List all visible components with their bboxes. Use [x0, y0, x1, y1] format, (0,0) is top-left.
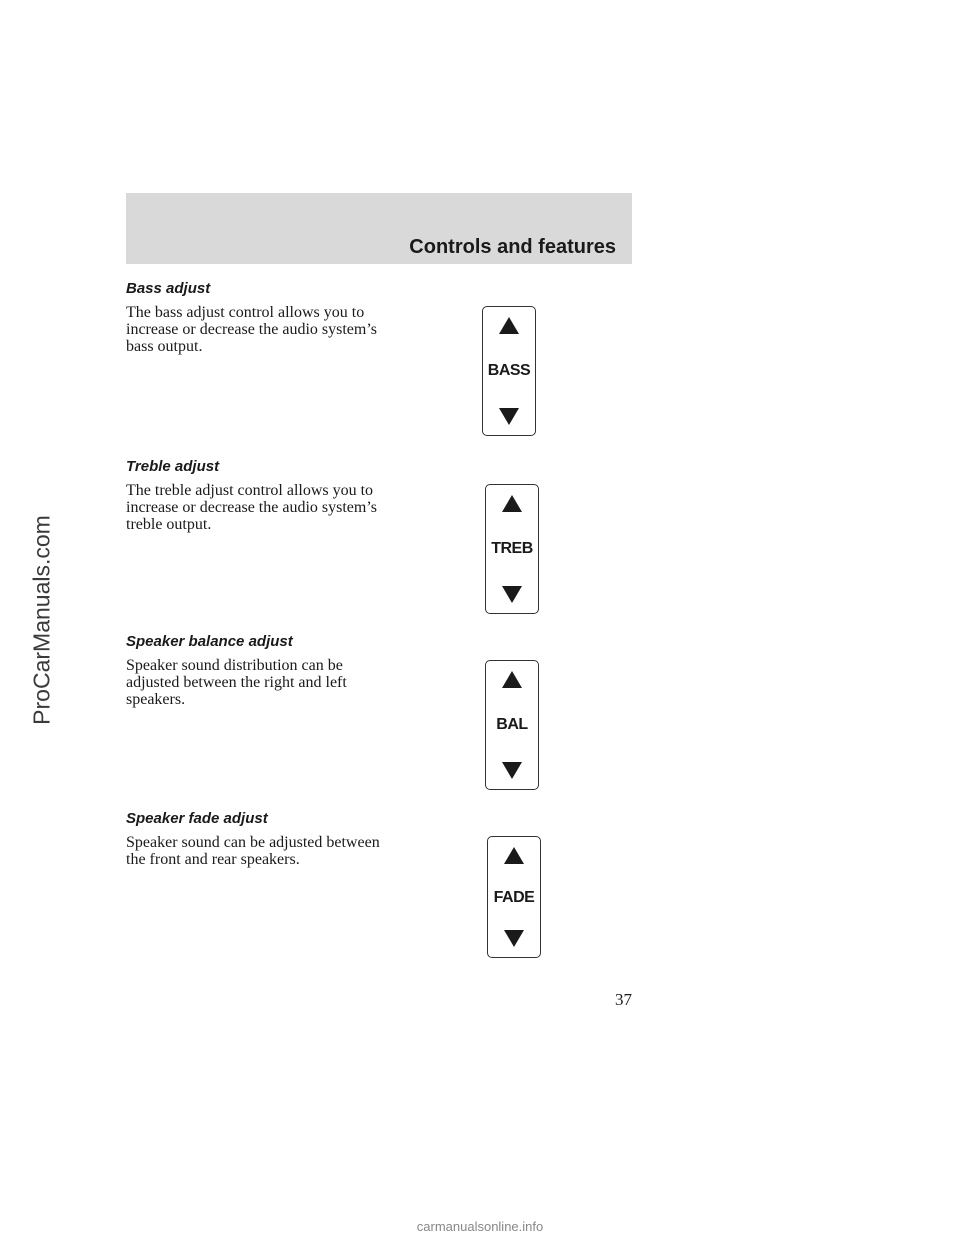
triangle-down-icon[interactable]	[502, 762, 522, 779]
balance-heading: Speaker balance adjust	[126, 633, 293, 650]
triangle-up-icon[interactable]	[504, 847, 524, 864]
treble-description: The treble adjust control allows you to increase or decrease the audio system’s treble output.	[126, 482, 378, 533]
treble-heading: Treble adjust	[126, 458, 220, 475]
bass-control[interactable]	[482, 306, 536, 436]
triangle-up-icon[interactable]	[502, 495, 522, 512]
balance-control-label: BAL	[496, 716, 528, 733]
triangle-down-icon[interactable]	[504, 930, 524, 947]
section-header-band	[126, 193, 632, 264]
bass-control-label: BASS	[487, 362, 531, 379]
treble-control[interactable]	[485, 484, 539, 614]
triangle-down-icon[interactable]	[502, 586, 522, 603]
treble-control-label: TREB	[491, 540, 533, 557]
bass-heading: Bass adjust	[126, 280, 211, 297]
footer-url: carmanualsonline.info	[416, 1219, 544, 1234]
fade-control[interactable]	[487, 836, 541, 958]
fade-description: Speaker sound can be adjusted between the front and rear speakers.	[126, 834, 380, 868]
balance-description: Speaker sound distribution can be adjusted between the right and left speakers.	[126, 657, 347, 708]
fade-control-label: FADE	[493, 889, 535, 906]
triangle-up-icon[interactable]	[502, 671, 522, 688]
bass-description: The bass adjust control allows you to increase or decrease the audio system’s bass output.	[126, 304, 378, 355]
watermark: ProCarManuals.com	[28, 515, 55, 725]
balance-control[interactable]	[485, 660, 539, 790]
fade-heading: Speaker fade adjust	[126, 810, 268, 827]
page-number: 37	[615, 990, 632, 1009]
page-title: Controls and features	[409, 236, 616, 258]
triangle-up-icon[interactable]	[499, 317, 519, 334]
triangle-down-icon[interactable]	[499, 408, 519, 425]
